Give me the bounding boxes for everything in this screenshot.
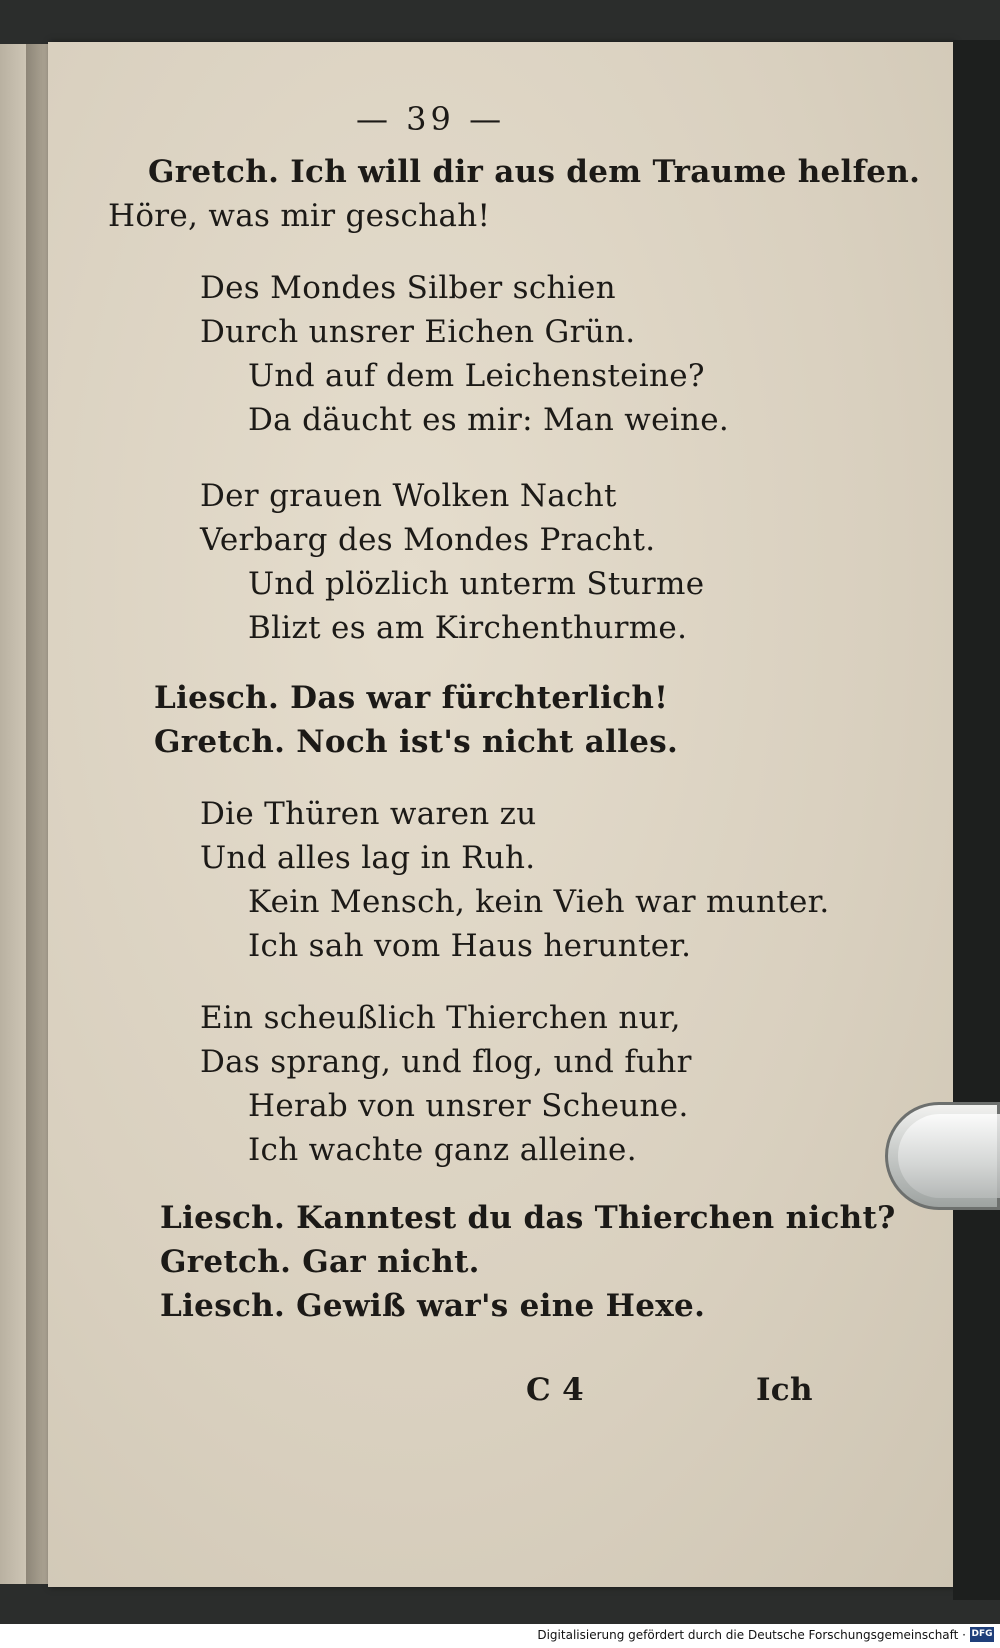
text-line: Höre, was mir geschah! xyxy=(108,198,491,234)
verse-line: Die Thüren waren zu xyxy=(200,796,537,832)
verse-line: Ein scheußlich Thierchen nur, xyxy=(200,1000,681,1036)
verse-line: Herab von unsrer Scheune. xyxy=(248,1088,689,1124)
text-line: Liesch. Das war fürchterlich! xyxy=(154,680,669,716)
dfg-logo-icon: DFG xyxy=(970,1627,994,1642)
verse-line: Da däucht es mir: Man weine. xyxy=(248,402,730,438)
verse-line: Das sprang, und flog, und fuhr xyxy=(200,1044,692,1080)
verse-line: Verbarg des Mondes Pracht. xyxy=(200,522,656,558)
verse-line: Ich wachte ganz alleine. xyxy=(248,1132,637,1168)
verse-line: Und plözlich unterm Sturme xyxy=(248,566,705,602)
text-line: Gretch. Ich will dir aus dem Traume helfen. xyxy=(148,154,921,190)
verse-line: Und alles lag in Ruh. xyxy=(200,840,536,876)
signature-mark: C 4 xyxy=(526,1372,584,1408)
verse-line: Ich sah vom Haus herunter. xyxy=(248,928,692,964)
background-edge xyxy=(953,40,1000,1600)
catchword: Ich xyxy=(756,1372,813,1408)
text-line: Liesch. Gewiß war's eine Hexe. xyxy=(160,1288,706,1324)
verse-line: Blizt es am Kirchenthurme. xyxy=(248,610,688,646)
verse-line: Und auf dem Leichensteine? xyxy=(248,358,705,394)
verse-line: Der grauen Wolken Nacht xyxy=(200,478,617,514)
page-clip-highlight xyxy=(898,1114,1000,1198)
page-number: — 39 — xyxy=(356,100,506,138)
footer-credit: Digitalisierung gefördert durch die Deutsche Forschungsgemeinschaft · xyxy=(537,1628,966,1642)
verse-line: Des Mondes Silber schien xyxy=(200,270,616,306)
text-line: Liesch. Kanntest du das Thierchen nicht? xyxy=(160,1200,896,1236)
text-line: Gretch. Gar nicht. xyxy=(160,1244,480,1280)
text-line: Gretch. Noch ist's nicht alles. xyxy=(154,724,679,760)
verse-line: Kein Mensch, kein Vieh war munter. xyxy=(248,884,830,920)
verse-line: Durch unsrer Eichen Grün. xyxy=(200,314,636,350)
